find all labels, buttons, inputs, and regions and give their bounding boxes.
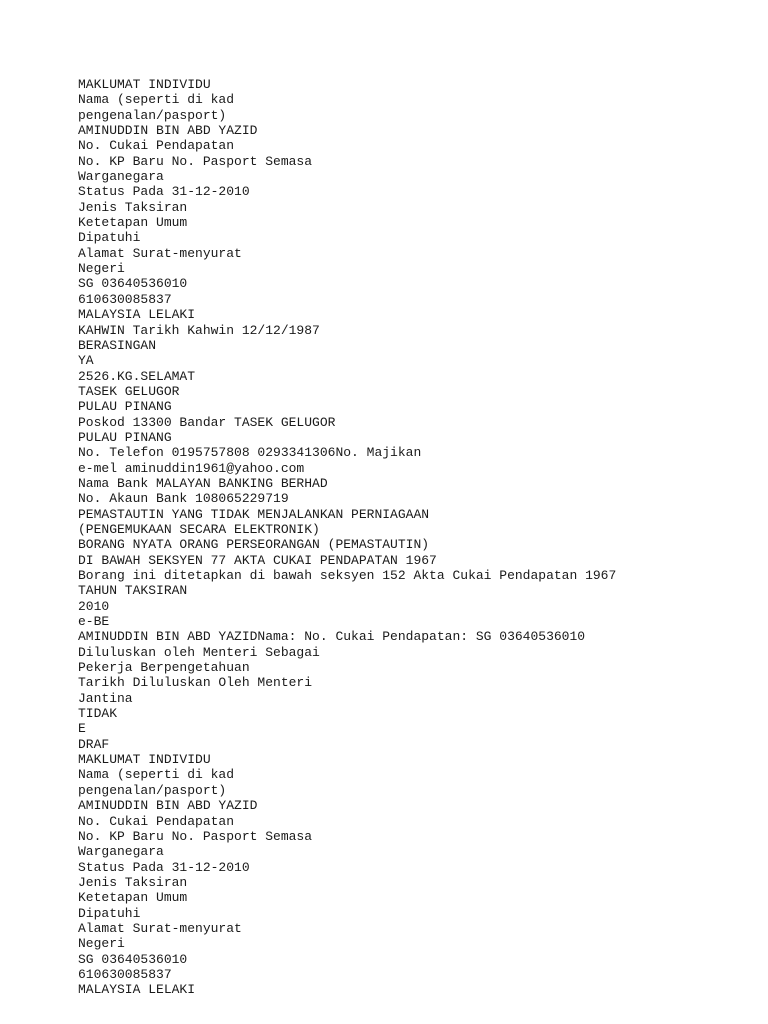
- document-line: MAKLUMAT INDIVIDU: [78, 77, 211, 92]
- document-line: Ketetapan Umum: [78, 215, 188, 231]
- document-line: Negeri: [78, 261, 125, 277]
- document-line: 610630085837: [78, 966, 172, 982]
- document-line: No. KP Baru No. Pasport Semasa: [78, 828, 313, 844]
- document-line: AMINUDDIN BIN ABD YAZID: [78, 798, 258, 814]
- document-line: DI BAWAH SEKSYEN 77 AKTA CUKAI PENDAPATAN 1967: [78, 552, 437, 568]
- document-line: No. Cukai Pendapatan: [78, 813, 235, 829]
- document-line: AMINUDDIN BIN ABD YAZID: [78, 123, 258, 139]
- document-line: PEMASTAUTIN YANG TIDAK MENJALANKAN PERNIAGAAN: [78, 506, 430, 522]
- document-line: Alamat Surat-menyurat: [78, 245, 242, 261]
- document-line: Tarikh Diluluskan Oleh Menteri: [78, 675, 313, 691]
- document-line: SG 03640536010: [78, 951, 188, 967]
- document-line: Dipatuhi: [78, 905, 141, 921]
- document-line: Nama (seperti di kad: [78, 92, 235, 108]
- document-line: BERASINGAN: [78, 337, 157, 353]
- document-line: MAKLUMAT INDIVIDU: [78, 752, 211, 768]
- document-line: Borang ini ditetapkan di bawah seksyen 152 Akta Cukai Pendapatan 1967: [78, 568, 617, 583]
- document-line: BORANG NYATA ORANG PERSEORANGAN (PEMASTAUTIN): [78, 537, 430, 553]
- document-line: Poskod 13300 Bandar TASEK GELUGOR: [78, 414, 336, 430]
- document-line: SG 03640536010: [78, 276, 188, 292]
- document-line: E: [78, 721, 86, 737]
- document-line: YA: [78, 353, 94, 369]
- document-line: DRAF: [78, 736, 110, 752]
- document-line: Negeri: [78, 936, 125, 952]
- document-text-block: [78, 77, 758, 998]
- document-line: Status Pada 31-12-2010: [78, 859, 250, 875]
- document-line: Pekerja Berpengetahuan: [78, 660, 250, 676]
- document-line: TIDAK: [78, 706, 118, 722]
- document-line: No. Akaun Bank 108065229719: [78, 491, 289, 507]
- document-line: MALAYSIA LELAKI: [78, 982, 196, 998]
- document-line: PULAU PINANG: [78, 429, 172, 445]
- document-line: e-mel aminuddin1961@yahoo.com: [78, 460, 305, 476]
- document-line: Jenis Taksiran: [78, 199, 188, 215]
- document-line: Status Pada 31-12-2010: [78, 184, 250, 200]
- document-line: Jenis Taksiran: [78, 874, 188, 890]
- document-line: Warganegara: [78, 844, 164, 860]
- document-line: No. Telefon 0195757808 0293341306No. Majikan: [78, 445, 422, 461]
- document-line: TASEK GELUGOR: [78, 383, 180, 399]
- document-line: Diluluskan oleh Menteri Sebagai: [78, 644, 320, 660]
- document-line: No. Cukai Pendapatan: [78, 138, 235, 154]
- document-line: Warganegara: [78, 169, 164, 185]
- document-line: No. KP Baru No. Pasport Semasa: [78, 153, 313, 169]
- document-line: KAHWIN Tarikh Kahwin 12/12/1987: [78, 322, 320, 338]
- document-line: PULAU PINANG: [78, 399, 172, 415]
- document-line: pengenalan/pasport): [78, 782, 227, 798]
- document-line: e-BE: [78, 614, 110, 630]
- document-line: 2010: [78, 598, 110, 614]
- document-line: Dipatuhi: [78, 230, 141, 246]
- document-line: Nama Bank MALAYAN BANKING BERHAD: [78, 475, 328, 491]
- document-line: 610630085837: [78, 291, 172, 307]
- document-line: pengenalan/pasport): [78, 107, 227, 123]
- document-line: TAHUN TAKSIRAN: [78, 583, 188, 599]
- document-line: 2526.KG.SELAMAT: [78, 368, 196, 384]
- document-line: MALAYSIA LELAKI: [78, 307, 196, 323]
- document-line: AMINUDDIN BIN ABD YAZIDNama: No. Cukai Pendapatan: SG 03640536010: [78, 629, 586, 645]
- document-line: (PENGEMUKAAN SECARA ELEKTRONIK): [78, 521, 320, 537]
- document-line: Alamat Surat-menyurat: [78, 920, 242, 936]
- document-line: Jantina: [78, 690, 133, 706]
- document-line: Ketetapan Umum: [78, 890, 188, 906]
- document-line: Nama (seperti di kad: [78, 767, 235, 783]
